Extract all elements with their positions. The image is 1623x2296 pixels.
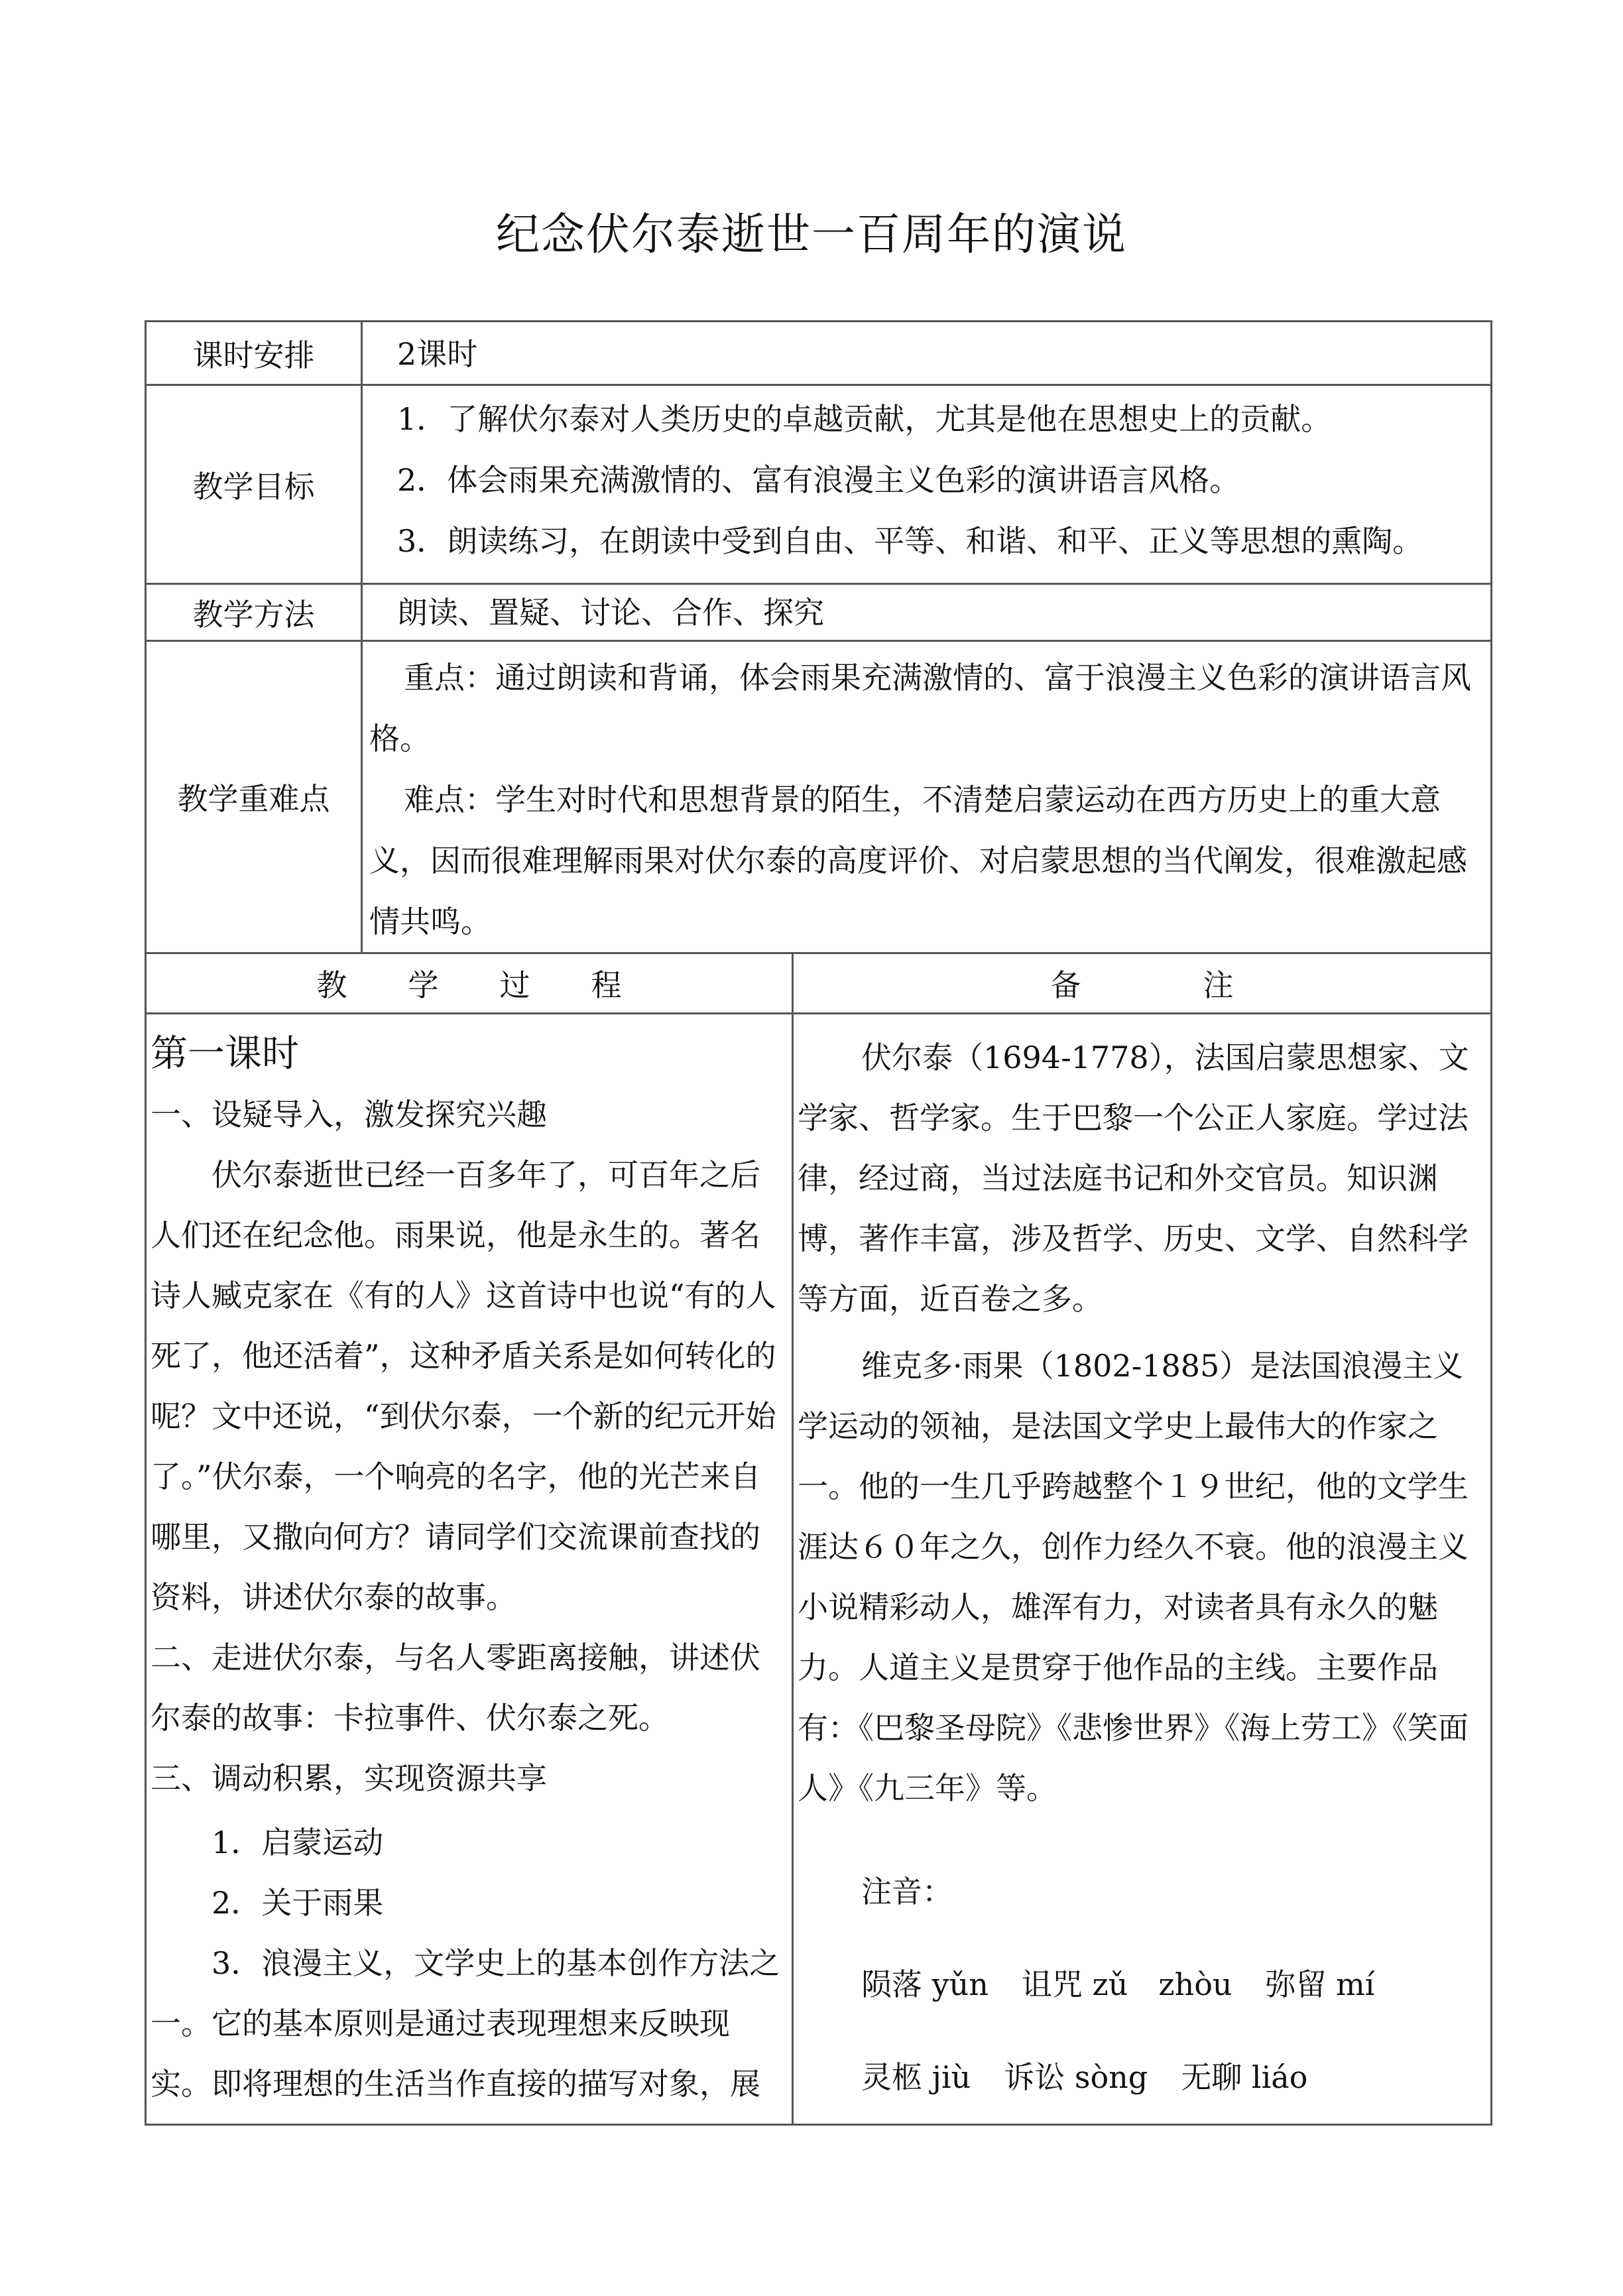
step-3: 三、调动积累，实现资源共享 [150, 1760, 547, 1796]
process-header: 教 学 过 程 [146, 953, 793, 1014]
schedule-label: 课时安排 [146, 322, 362, 385]
focus-label: 教学重难点 [146, 641, 362, 953]
focus-row [146, 641, 1492, 953]
goals-label: 教学目标 [146, 385, 362, 584]
pinyin-line-2 [798, 2031, 1486, 2124]
pinyin-entry: 无聊 liáo [1181, 2059, 1308, 2095]
difficulty: 难点：学生对时代和思想背景的陌生，不清楚启蒙运动在西方历史上的重大意义，因而很难理解雨果对伏尔泰的高度评价、对启蒙思想的当代阐发，很难激起感情共鸣。 [369, 782, 1467, 939]
session-title: 第一课时 [150, 1032, 299, 1075]
process-row [146, 1014, 1492, 2125]
process-column [146, 1014, 793, 2125]
notes-column [793, 1014, 1492, 2125]
sub-item-3: 3．浪漫主义，文学史上的基本创作方法之一。它的基本原则是通过表现理想来反映现实。即将理想的生活当作直接的描写对象，展 [150, 1945, 780, 2102]
page-title: 纪念伏尔泰逝世一百周年的演说 [496, 209, 1127, 260]
key-point: 重点：通过朗读和背诵，体会雨果充满激情的、富于浪漫主义色彩的演讲语言风格。 [369, 660, 1471, 756]
step-1: 一、设疑导入，激发探究兴趣 [150, 1097, 547, 1132]
lesson-plan-table [145, 320, 1492, 2126]
note-voltaire: 伏尔泰（1694-1778），法国启蒙思想家、文学家、哲学家。生于巴黎一个公正人家庭。学过法律，经过商，当过法庭书记和外交官员。知识渊博，著作丰富，涉及哲学、历史、文学、自然科学等方面，近百卷之多。 [798, 1040, 1469, 1317]
goals-row [146, 385, 1492, 584]
pinyin-label: 注音： [861, 1874, 953, 1909]
pinyin-entry: 诉讼 sòng [1004, 2059, 1148, 2095]
methods-label: 教学方法 [146, 584, 362, 641]
pinyin-entry: 陨落 yǔn [861, 1966, 989, 2002]
focus-content [362, 641, 1492, 953]
step-2: 二、走进伏尔泰，与名人零距离接触，讲述伏尔泰的故事：卡拉事件、伏尔泰之死。 [150, 1640, 760, 1736]
goals-list [362, 385, 1492, 584]
sub-item-2: 2．关于雨果 [211, 1885, 384, 1921]
schedule-value: 2课时 [362, 322, 1492, 385]
goal-item-2: 2．体会雨果充满激情的、富有浪漫主义色彩的演讲语言风格。 [397, 462, 1240, 498]
sub-item-1: 1．启蒙运动 [211, 1825, 384, 1860]
note-hugo: 维克多·雨果（1802-1885）是法国浪漫主义学运动的领袖，是法国文学史上最伟大的作家之一。他的一生几乎跨越整个１９世纪，他的文学生涯达６０年之久，创作力经久不衰。他的浪漫主义小说精彩动人，雄浑有力，对读者具有永久的魅力。人道主义是贯穿于他作品的主线。主要作品有：《巴黎圣母院》《悲惨世界》《海上劳工》《笑面人》《九三年》等。 [798, 1348, 1469, 1806]
intro-paragraph: 伏尔泰逝世已经一百多年了，可百年之后人们还在纪念他。雨果说，他是永生的。著名诗人臧克家在《有的人》这首诗中也说“有的人死了，他还活着”，这种矛盾关系是如何转化的呢？文中还说，“到伏尔泰，一个新的纪元开始了。”伏尔泰，一个响亮的名字，他的光芒来自哪里，又撒向何方？请同学们交流课前查找的资料，讲述伏尔泰的故事。 [150, 1157, 776, 1615]
pinyin-entry: 弥留 mí [1265, 1966, 1375, 2002]
methods-value: 朗读、置疑、讨论、合作、探究 [362, 584, 1492, 641]
notes-header: 备 注 [793, 953, 1492, 1014]
pinyin-line-1 [798, 1938, 1486, 2031]
schedule-row [146, 322, 1492, 385]
goal-item-1: 1．了解伏尔泰对人类历史的卓越贡献，尤其是他在思想史上的贡献。 [397, 401, 1332, 437]
pinyin-entry: 灵柩 jiù [861, 2059, 971, 2095]
pinyin-entry: 诅咒 zǔ zhòu [1021, 1966, 1232, 2002]
goal-item-3: 3．朗读练习，在朗读中受到自由、平等、和谐、和平、正义等思想的熏陶。 [397, 523, 1423, 559]
methods-row [146, 584, 1492, 641]
process-header-row [146, 953, 1492, 1014]
